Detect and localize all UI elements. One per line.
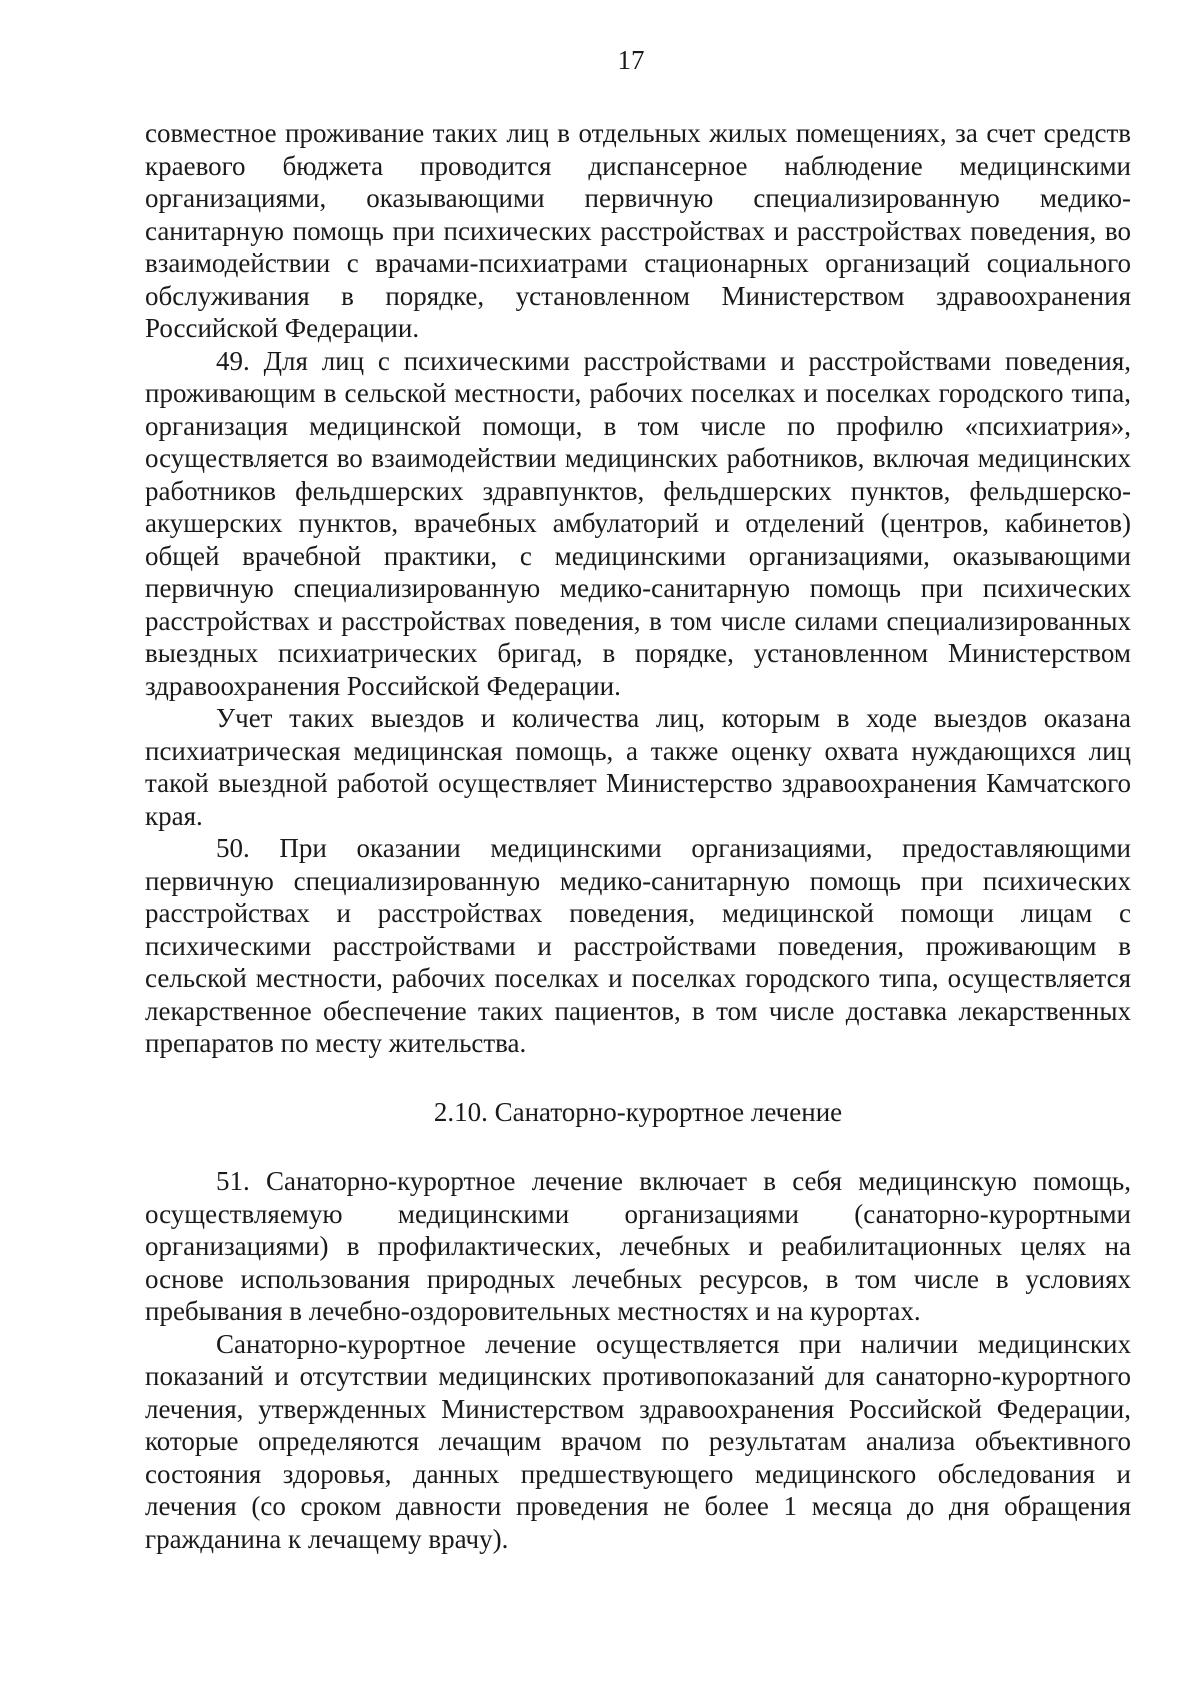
section-heading: 2.10. Санаторно-курортное лечение bbox=[433, 1096, 843, 1127]
paragraph-49-accounting: Учет таких выездов и количества лиц, которым в ходе выездов оказана психиатрическая медицинская помощь, а также оценку охвата нуждающихся лиц такой выездной работой осуществляет Министерство здравоохранения Камчатского края. bbox=[145, 703, 1131, 831]
page-number: 17 bbox=[617, 45, 645, 75]
paragraph-49: 49. Для лиц с психическими расстройствами и расстройствами поведения, проживающим в сельской местности, рабочих поселках и поселках городского типа, организация медицинской помощи, в том числе по профилю «психиатрия», осуществляется во взаимодействии медицинских работников, включая медицинских работников фельдшерских здравпунктов, фельдшерских пунктов, фельдшерско-акушерских пунктов, врачебных амбулаторий и отделений (центров, кабинетов) общей врачебной практики, с медицинскими организациями, оказывающими первичную специализированную медико-санитарную помощь при психических расстройствах и расстройствах поведения, в том числе силами специализированных выездных психиатрических бригад, в порядке, установленном Министерством здравоохранения Российской Федерации. bbox=[145, 345, 1131, 701]
paragraph-51-conditions: Санаторно-курортное лечение осуществляется при наличии медицинских показаний и отсутствии медицинских противопоказаний для санаторно-курортного лечения, утвержденных Министерством здравоохранения Российской Федерации, которые определяются лечащим врачом по результатам анализа объективного состояния здоровья, данных предшествующего медицинского обследования и лечения (со сроком давности проведения не более 1 месяца до дня обращения гражданина к лечащему врачу). bbox=[145, 1328, 1131, 1554]
document-body bbox=[145, 117, 1131, 1555]
paragraph-51: 51. Санаторно-курортное лечение включает в себя медицинскую помощь, осуществляемую медицинскими организациями (санаторно-курортными организациями) в профилактических, лечебных и реабилитационных целях на основе использования природных лечебных ресурсов, в том числе в условиях пребывания в лечебно-оздоровительных местностях и на курортах. bbox=[145, 1166, 1131, 1326]
paragraph-50: 50. При оказании медицинскими организациями, предоставляющими первичную специализированную медико-санитарную помощь при психических расстройствах и расстройствах поведения, медицинской помощи лицам с психическими расстройствами и расстройствами поведения, проживающим в сельской местности, рабочих поселках и поселках городского типа, осуществляется лекарственное обеспечение таких пациентов, в том числе доставка лекарственных препаратов по месту жительства. bbox=[145, 833, 1131, 1058]
paragraph-continuation: совместное проживание таких лиц в отдельных жилых помещениях, за счет средств краевого бюджета проводится диспансерное наблюдение медицинскими организациями, оказывающими первичную специализированную медико-санитарную помощь при психических расстройствах и расстройствах поведения, во взаимодействии с врачами-психиатрами стационарных организаций социального обслуживания в порядке, установленном Министерством здравоохранения Российской Федерации. bbox=[145, 118, 1131, 343]
